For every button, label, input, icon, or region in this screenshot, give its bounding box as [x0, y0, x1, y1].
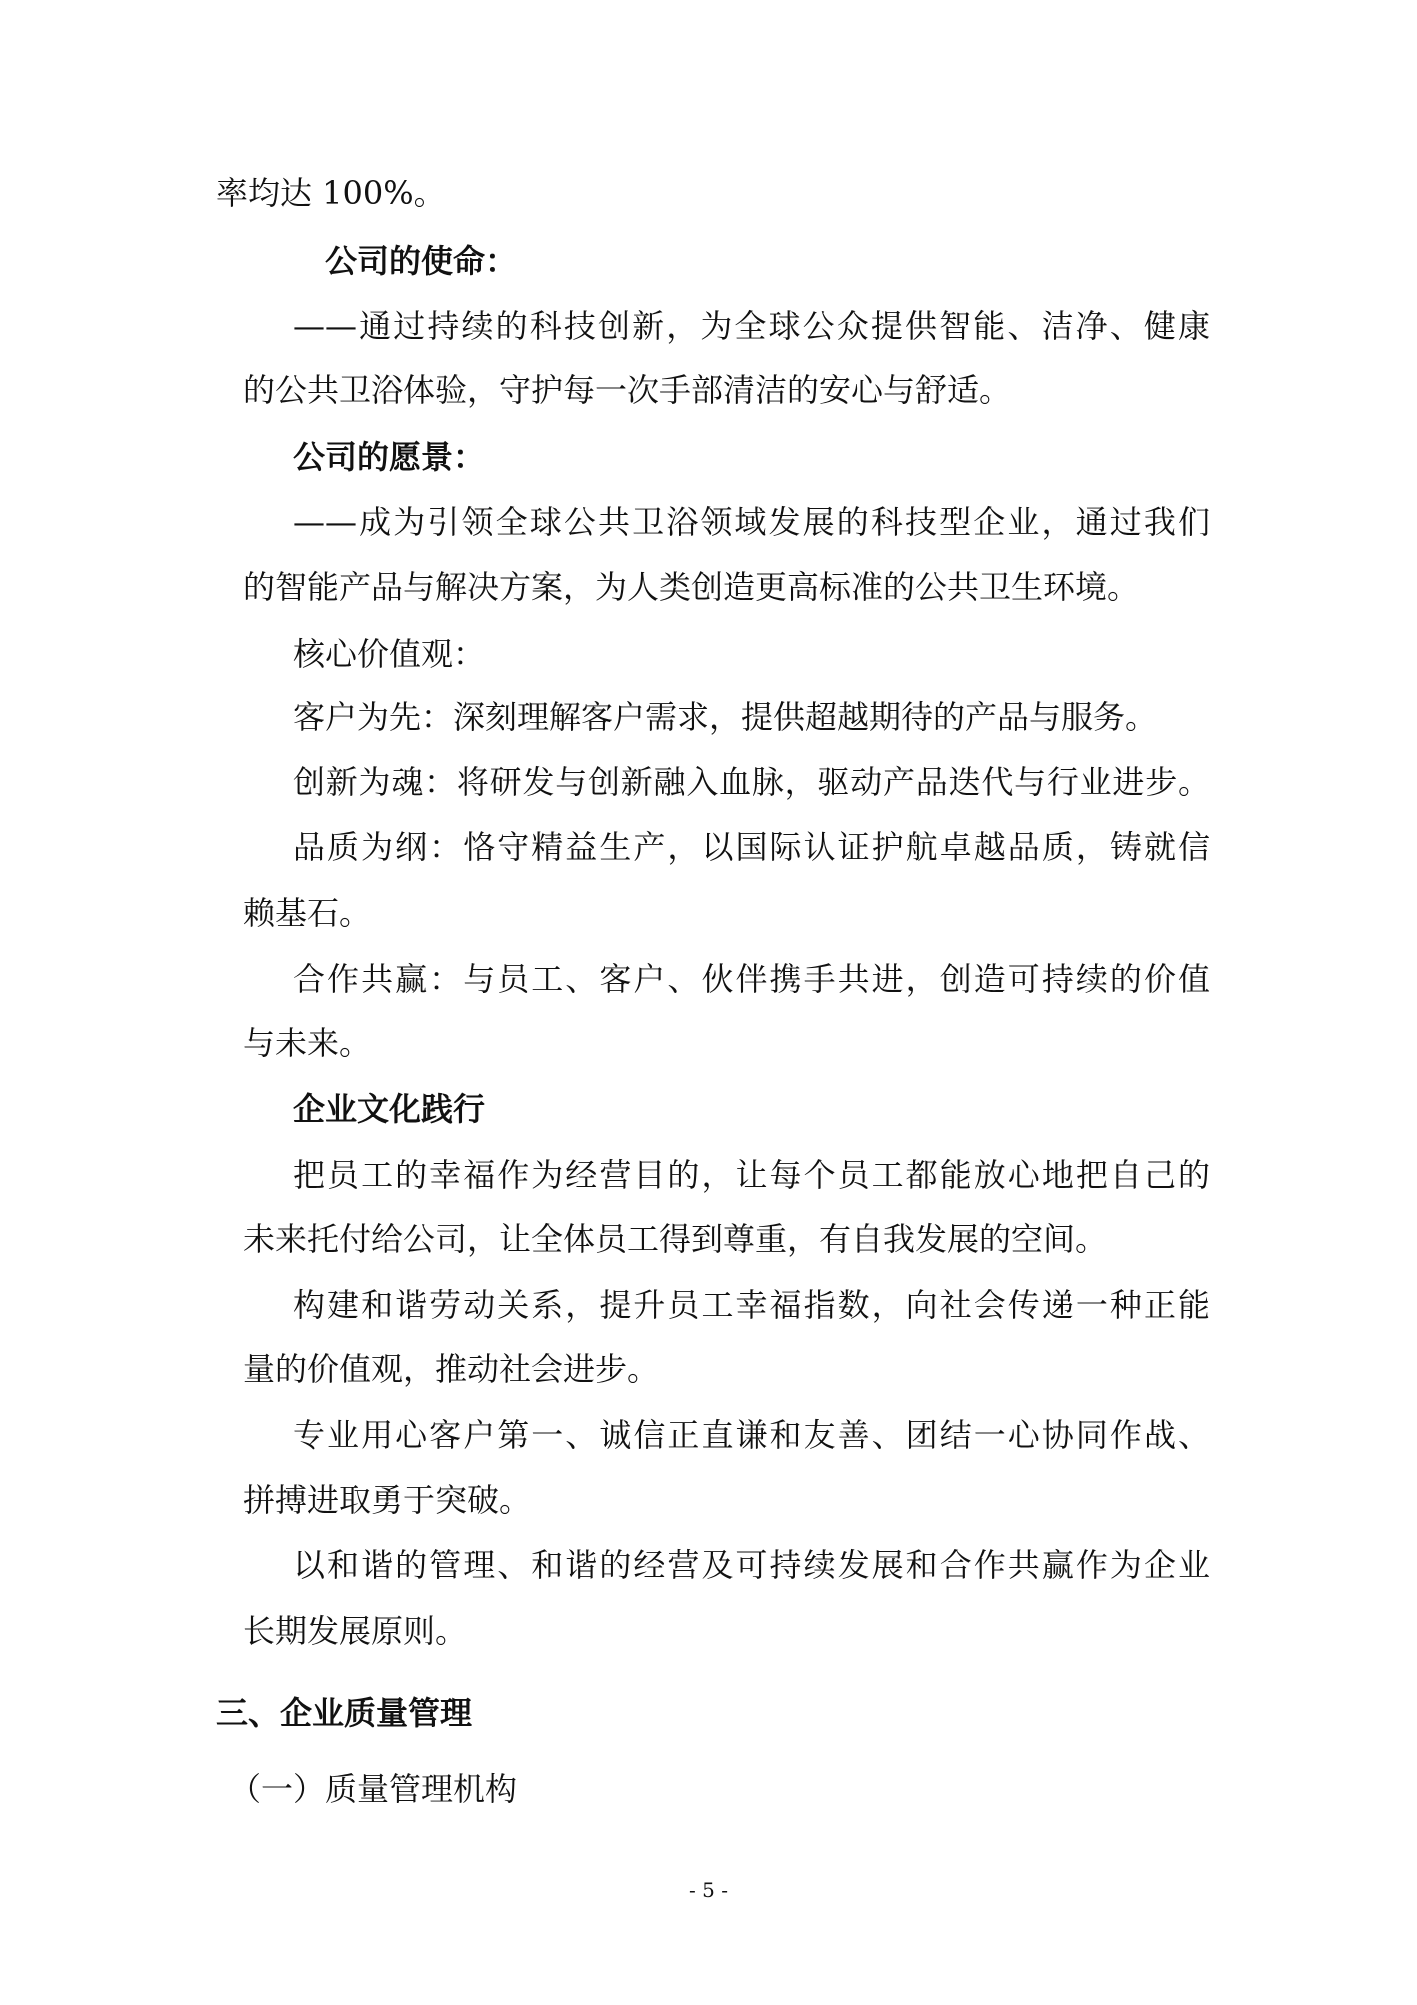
paragraph-line: 与未来。 — [243, 1024, 372, 1062]
vision-heading: 公司的愿景： — [293, 438, 486, 476]
paragraph-line: ——成为引领全球公共卫浴领域发展的科技型企业，通过我们 — [293, 503, 1210, 541]
subsection-heading: （一）质量管理机构 — [229, 1770, 518, 1808]
paragraph-line: 的智能产品与解决方案，为人类创造更高标准的公共卫生环境。 — [243, 568, 1140, 606]
section-heading: 三、企业质量管理 — [216, 1694, 473, 1732]
page-number: - 5 - — [689, 1878, 728, 1902]
paragraph-line: 以和谐的管理、和谐的经营及可持续发展和合作共赢作为企业 — [293, 1546, 1210, 1584]
value-item: 客户为先：深刻理解客户需求，提供超越期待的产品与服务。 — [293, 698, 1158, 736]
paragraph-line: 专业用心客户第一、诚信正直谦和友善、团结一心协同作战、 — [293, 1416, 1210, 1454]
value-item: 品质为纲：恪守精益生产，以国际认证护航卓越品质，铸就信 — [293, 828, 1210, 866]
paragraph-line: 率均达 100%。 — [216, 174, 446, 212]
paragraph-line: 构建和谐劳动关系，提升员工幸福指数，向社会传递一种正能 — [293, 1286, 1210, 1324]
value-item: 合作共赢：与员工、客户、伙伴携手共进，创造可持续的价值 — [293, 960, 1210, 998]
values-heading: 核心价值观： — [293, 635, 486, 673]
paragraph-line: 量的价值观，推动社会进步。 — [243, 1350, 660, 1388]
paragraph-line: 未来托付给公司，让全体员工得到尊重，有自我发展的空间。 — [243, 1220, 1108, 1258]
paragraph-line: 拼搏进取勇于突破。 — [243, 1481, 532, 1519]
paragraph-line: 把员工的幸福作为经营目的，让每个员工都能放心地把自己的 — [293, 1156, 1210, 1194]
mission-heading: 公司的使命： — [325, 242, 518, 280]
culture-heading: 企业文化践行 — [293, 1090, 486, 1128]
paragraph-line: ——通过持续的科技创新，为全球公众提供智能、洁净、健康 — [293, 307, 1210, 345]
value-item: 创新为魂：将研发与创新融入血脉，驱动产品迭代与行业进步。 — [293, 763, 1210, 801]
paragraph-line: 的公共卫浴体验，守护每一次手部清洁的安心与舒适。 — [243, 371, 1012, 409]
paragraph-line: 长期发展原则。 — [243, 1612, 468, 1650]
paragraph-line: 赖基石。 — [243, 894, 372, 932]
